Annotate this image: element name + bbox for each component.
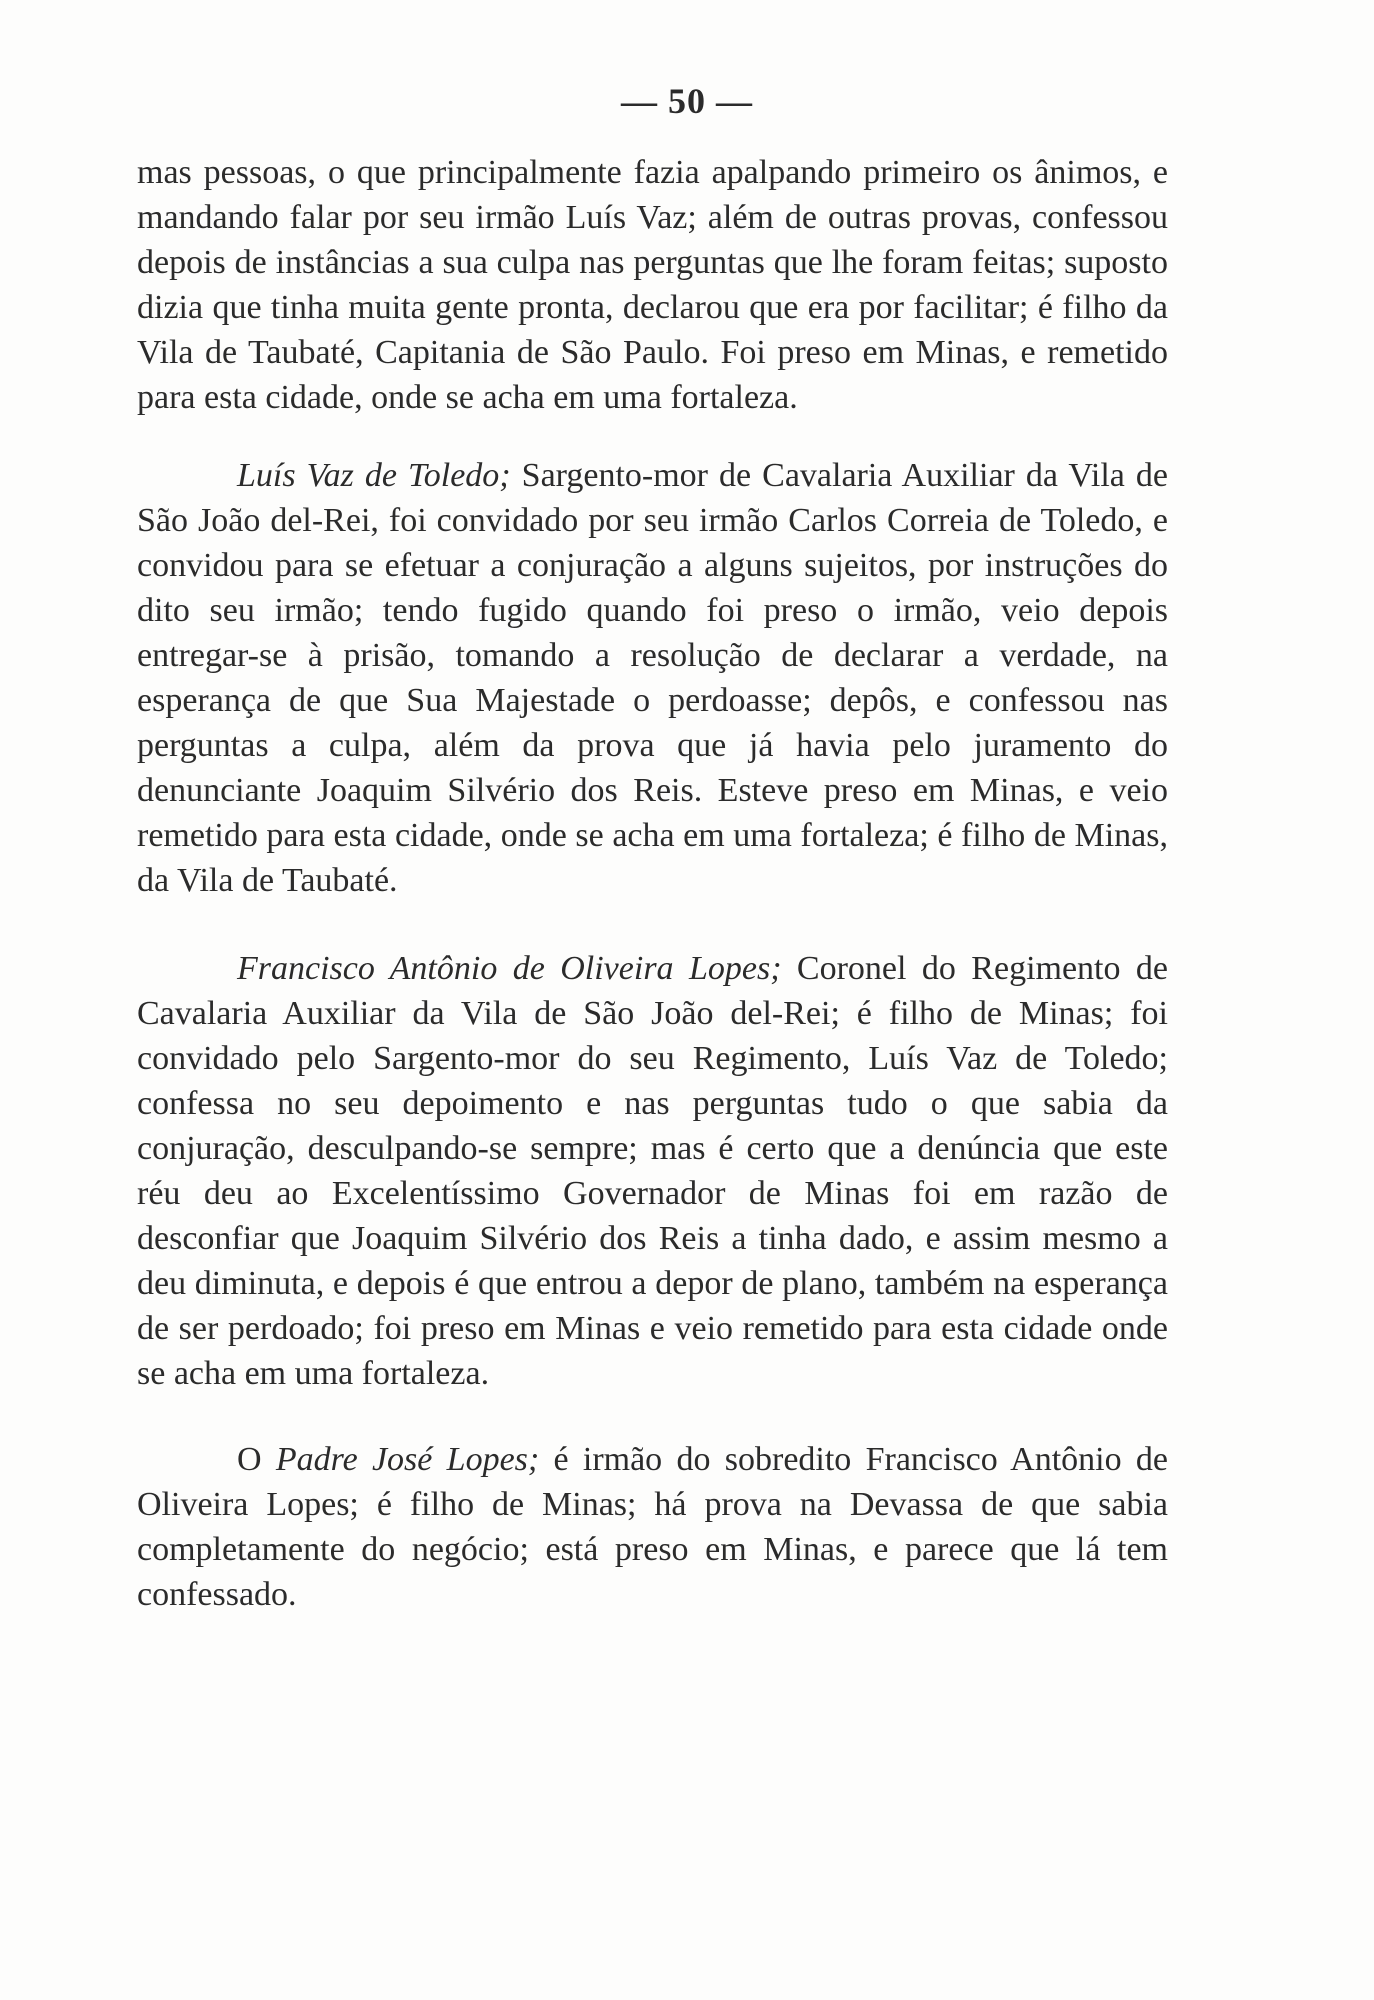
- paragraph-3: [137, 946, 1168, 1396]
- body-text: [137, 150, 1168, 1617]
- paragraph-1: [137, 150, 1168, 420]
- paragraph-4-name: Padre José Lopes;: [275, 1441, 540, 1478]
- paragraph-1-text: mas pessoas, o que principalmente fazia apalpando primeiro os ânimos, e mandando falar por seu irmão Luís Vaz; além de outras provas, confessou depois de instâncias a sua culpa nas perguntas que lhe foram feitas; suposto dizia que tinha muita gente pronta, declarou que era por facilitar; é filho da Vila de Taubaté, Capitania de São Paulo. Foi preso em Minas, e remetido para esta cidade, onde se acha em uma fortaleza.: [137, 154, 1168, 416]
- paragraph-2-text: Sargento-mor de Cavalaria Auxiliar da Vila de São João del-Rei, foi convidado por seu irmão Carlos Correia de Toledo, e convidou para se efetuar a conjuração a alguns sujeitos, por instruções do dito seu irmão; tendo fugido quando foi preso o irmão, veio depois entregar-se à prisão, tomando a resolução de declarar a verdade, na esperança de que Sua Majestade o perdoasse; depôs, e confessou nas perguntas a culpa, além da prova que já havia pelo juramento do denunciante Joaquim Silvério dos Reis. Esteve preso em Minas, e veio remetido para esta cidade, onde se acha em uma fortaleza; é filho de Minas, da Vila de Taubaté.: [137, 457, 1168, 899]
- paragraph-4-text: é irmão do sobredito Francisco Antônio de Oliveira Lopes; é filho de Minas; há prova na Devassa de que sabia completamente do negócio; está preso em Minas, e parece que lá tem confessado.: [137, 1441, 1168, 1613]
- paragraph-4-lead: O: [237, 1441, 276, 1478]
- paragraph-2: [137, 453, 1168, 903]
- paragraph-2-name: Luís Vaz de Toledo;: [237, 457, 511, 494]
- paragraph-3-name: Francisco Antônio de Oliveira Lopes;: [237, 950, 782, 987]
- page-number: — 50 —: [621, 81, 753, 121]
- paragraph-4: [137, 1437, 1168, 1617]
- paragraph-3-text: Coronel do Regimento de Cavalaria Auxiliar da Vila de São João del-Rei; é filho de Minas; foi convidado pelo Sargento-mor do seu Regimento, Luís Vaz de Toledo; confessa no seu depoimento e nas perguntas tudo o que sabia da conjuração, desculpando-se sempre; mas é certo que a denúncia que este réu deu ao Excelentíssimo Governador de Minas foi em razão de desconfiar que Joaquim Silvério dos Reis a tinha dado, e assim mesmo a deu diminuta, e depois é que entrou a depor de plano, também na esperança de ser perdoado; foi preso em Minas e veio remetido para esta cidade onde se acha em uma fortaleza.: [137, 950, 1168, 1392]
